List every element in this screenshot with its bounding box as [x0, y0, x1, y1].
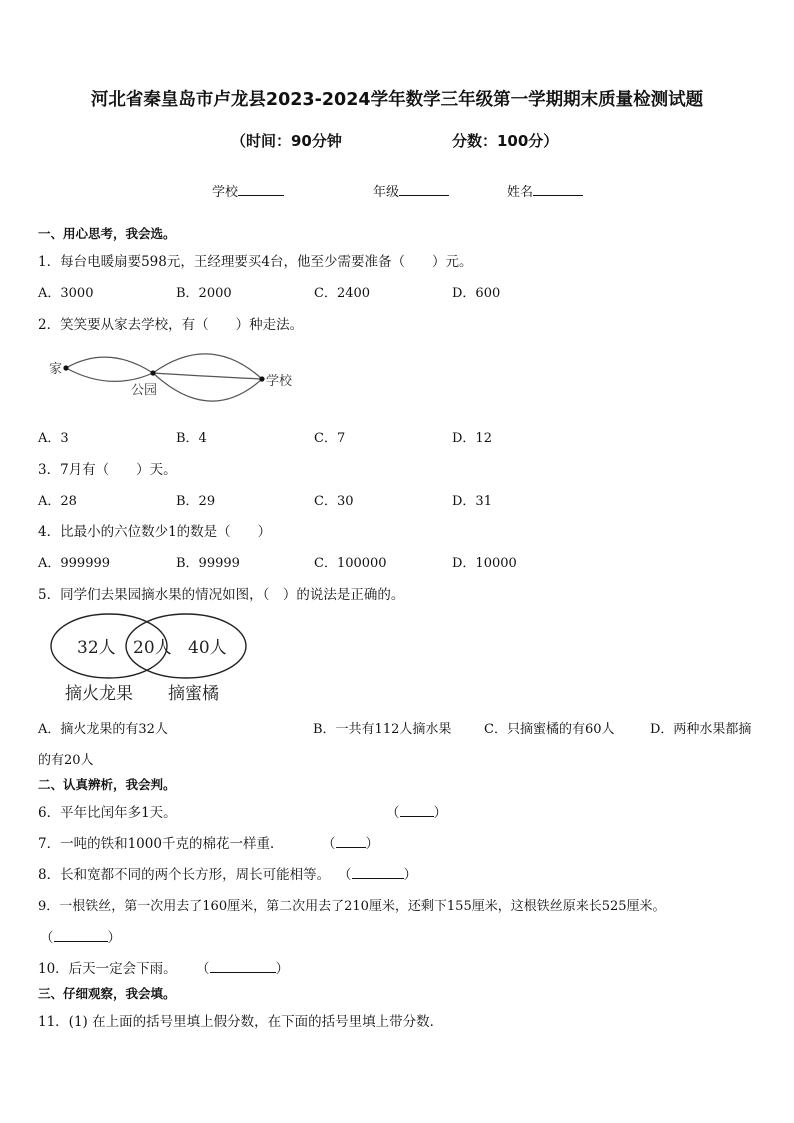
q7-answer-blank[interactable] [322, 832, 379, 852]
q5-option-a: A．摘火龙果的有32人 [38, 722, 168, 737]
route-home-park-upper [66, 357, 153, 373]
question-3: 3．7月有（ ）天。 [38, 462, 177, 478]
q3-option-a: A．28 [38, 494, 77, 509]
q1-option-b: B．2000 [176, 286, 232, 301]
school-label: 学校 [212, 185, 239, 200]
q7-paren-open: （ [322, 836, 336, 852]
q6-paren-open: （ [386, 805, 400, 821]
q7-answer-line [336, 835, 366, 848]
venn-overlap-count: 20人 [133, 638, 172, 658]
venn-right-count: 40人 [188, 638, 227, 658]
q10-answer-line [210, 960, 276, 973]
question-4: 4．比最小的六位数少1的数是（ ） [38, 524, 272, 540]
venn-left-label: 摘火龙果 [65, 684, 133, 704]
venn-right-label: 摘蜜橘 [168, 684, 219, 704]
section-heading-2: 二、认真辨析，我会判。 [38, 777, 176, 792]
q4-option-b: B．99999 [176, 556, 240, 571]
venn-diagram [48, 612, 254, 706]
exam-score: 分数：100分） [452, 132, 559, 150]
q3-option-c: C．30 [314, 494, 354, 509]
route-park-school-middle [153, 373, 262, 379]
venn-left-count: 32人 [77, 638, 116, 658]
q1-option-a: A．3000 [38, 286, 94, 301]
school-label-diagram: 学校 [266, 374, 293, 389]
question-9: 9．一根铁丝，第一次用去了160厘米，第二次用去了210厘米，还剩下155厘米，这根铁丝原来长525厘米。 [38, 899, 666, 914]
grade-label: 年级 [373, 185, 400, 200]
question-2: 2．笑笑要从家去学校，有（ ）种走法。 [38, 317, 304, 333]
q10-answer-blank[interactable] [196, 957, 289, 977]
q2-option-d: D．12 [452, 431, 492, 446]
school-dot [259, 376, 264, 381]
name-label: 姓名 [507, 185, 534, 200]
q5-option-d: D．两种水果都摘 [650, 722, 752, 737]
q3-option-d: D．31 [452, 494, 492, 509]
q3-option-b: B．29 [176, 494, 216, 509]
q8-answer-line [352, 866, 404, 879]
q5-option-b: B．一共有112人摘水果 [313, 722, 452, 737]
q1-option-d: D．600 [452, 286, 501, 301]
name-blank [533, 183, 583, 196]
question-8: 8．长和宽都不同的两个长方形，周长可能相等。 [38, 867, 331, 883]
route-park-school-lower [153, 373, 262, 401]
question-7: 7．一吨的铁和1000千克的棉花一样重． [38, 836, 284, 852]
school-blank [238, 183, 284, 196]
q7-paren-close: ） [365, 836, 379, 852]
page-title: 河北省秦皇岛市卢龙县2023-2024学年数学三年级第一学期期末质量检测试题 [90, 90, 704, 110]
q8-paren-close: ） [403, 867, 417, 883]
section-heading-1: 一、用心思考，我会选。 [38, 226, 176, 241]
q9-answer-line [54, 929, 108, 942]
exam-time: （时间：90分钟 [231, 132, 342, 150]
q6-answer-line [400, 804, 434, 817]
park-dot [150, 370, 155, 375]
q2-option-c: C．7 [314, 431, 346, 446]
park-label: 公园 [131, 383, 158, 398]
q6-answer-blank[interactable] [386, 801, 447, 821]
q2-option-a: A．3 [38, 431, 69, 446]
q4-option-d: D．10000 [452, 556, 517, 571]
q9-paren-open: （ [40, 930, 54, 946]
q1-option-c: C．2400 [314, 286, 371, 301]
question-11: 11．(1) 在上面的括号里填上假分数，在下面的括号里填上带分数． [38, 1014, 444, 1030]
school-field [212, 181, 284, 200]
q5-option-c: C．只摘蜜橘的有60人 [484, 722, 615, 737]
route-park-school-upper [153, 354, 262, 379]
home-dot [63, 365, 68, 370]
question-1: 1．每台电暖扇要598元，王经理要买4台，他至少需要准备（ ）元。 [38, 254, 473, 270]
q5-option-d-continued: 的有20人 [38, 753, 94, 768]
q8-paren-open: （ [338, 867, 352, 883]
q10-paren-close: ） [275, 961, 289, 977]
question-5: 5．同学们去果园摘水果的情况如图，（ ）的说法是正确的。 [38, 587, 405, 603]
q6-paren-close: ） [433, 805, 447, 821]
q4-option-c: C．100000 [314, 556, 387, 571]
section-heading-3: 三、仔细观察，我会填。 [38, 986, 176, 1001]
q2-option-b: B．4 [176, 431, 207, 446]
q9-answer-blank[interactable] [40, 926, 121, 946]
grade-blank [399, 183, 449, 196]
route-home-park-lower [66, 368, 153, 381]
q8-answer-blank[interactable] [338, 863, 417, 883]
route-diagram [40, 346, 310, 408]
name-field [507, 181, 583, 200]
question-6: 6．平年比闰年多1天。 [38, 805, 177, 821]
home-label: 家 [49, 362, 63, 377]
question-10: 10．后天一定会下雨。 [38, 961, 177, 977]
q4-option-a: A．999999 [38, 556, 111, 571]
q9-paren-close: ） [107, 930, 121, 946]
grade-field [373, 181, 449, 200]
q10-paren-open: （ [196, 961, 210, 977]
